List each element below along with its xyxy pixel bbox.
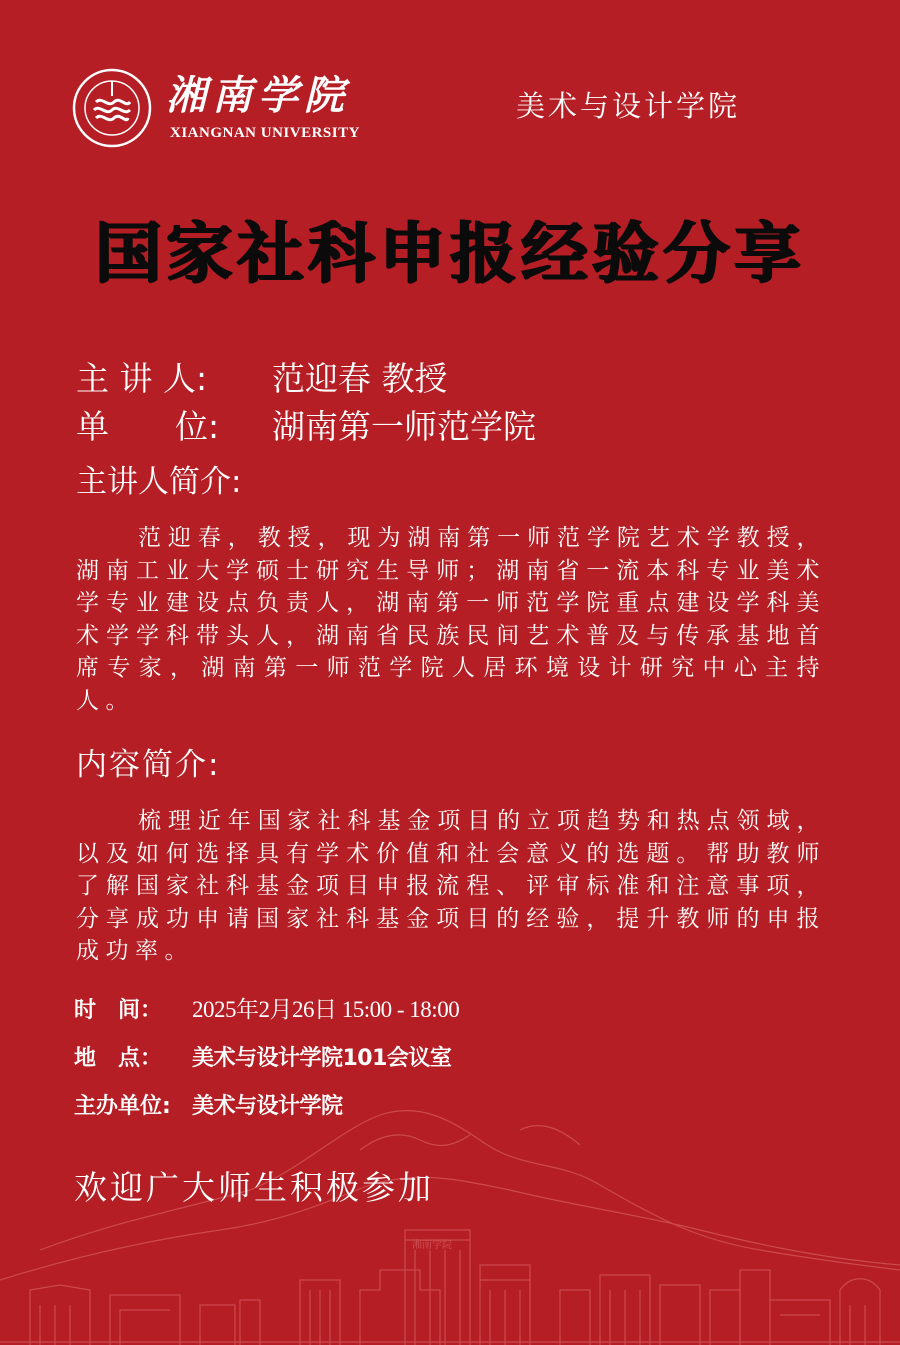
time-label: 时 间： <box>74 998 163 1023</box>
content-heading: 内容简介: <box>76 747 221 783</box>
poster-title: 国家社科申报经验分享 <box>95 215 805 292</box>
place-line <box>74 1044 451 1074</box>
host-label: 主办单位: <box>74 1094 171 1119</box>
place-label: 地 点： <box>74 1046 163 1071</box>
speaker-value: 范迎春 教授 <box>272 359 448 398</box>
speaker-line <box>76 358 448 400</box>
university-seal-icon <box>72 68 152 148</box>
place-value: 美术与设计学院101会议室 <box>192 1046 452 1071</box>
welcome-text: 欢迎广大师生积极参加 <box>74 1168 434 1207</box>
unit-label: 单 位: <box>76 407 220 446</box>
university-name-en: XIANGNAN UNIVERSITY <box>170 125 360 141</box>
time-line <box>74 995 459 1026</box>
bio-text: 范迎春，教授，现为湖南第一师范学院艺术学教授，湖南工业大学硕士研究生导师；湖南省一流本科专业美术学专业建设点负责人，湖南第一师范学院重点建设学科美术学学科带头人，湖南省民族民间艺术普及与传承基地首席专家，湖南第一师范学院人居环境设计研究中心主持人。 <box>76 525 826 714</box>
department-name: 美术与设计学院 <box>516 89 741 123</box>
host-line <box>74 1092 343 1122</box>
bio-heading: 主讲人简介: <box>76 464 242 500</box>
time-value: 2025年2月26日 15:00 - 18:00 <box>192 997 460 1022</box>
building-sign: 湘南学院 <box>412 1240 452 1251</box>
content-text: 梳理近年国家社科基金项目的立项趋势和热点领域，以及如何选择具有学术价值和社会意义的选题。帮助教师了解国家社科基金项目申报流程、评审标准和注意事项，分享成功申请国家社科基金项目的经验，提升教师的申报成功率。 <box>76 808 826 964</box>
unit-line <box>76 406 536 448</box>
unit-value: 湖南第一师范学院 <box>272 407 536 446</box>
speaker-label: 主 讲 人: <box>76 359 208 398</box>
university-name-cn: 湘南学院 <box>166 72 350 119</box>
campus-line-art <box>0 1090 900 1345</box>
host-value: 美术与设计学院 <box>192 1094 343 1119</box>
